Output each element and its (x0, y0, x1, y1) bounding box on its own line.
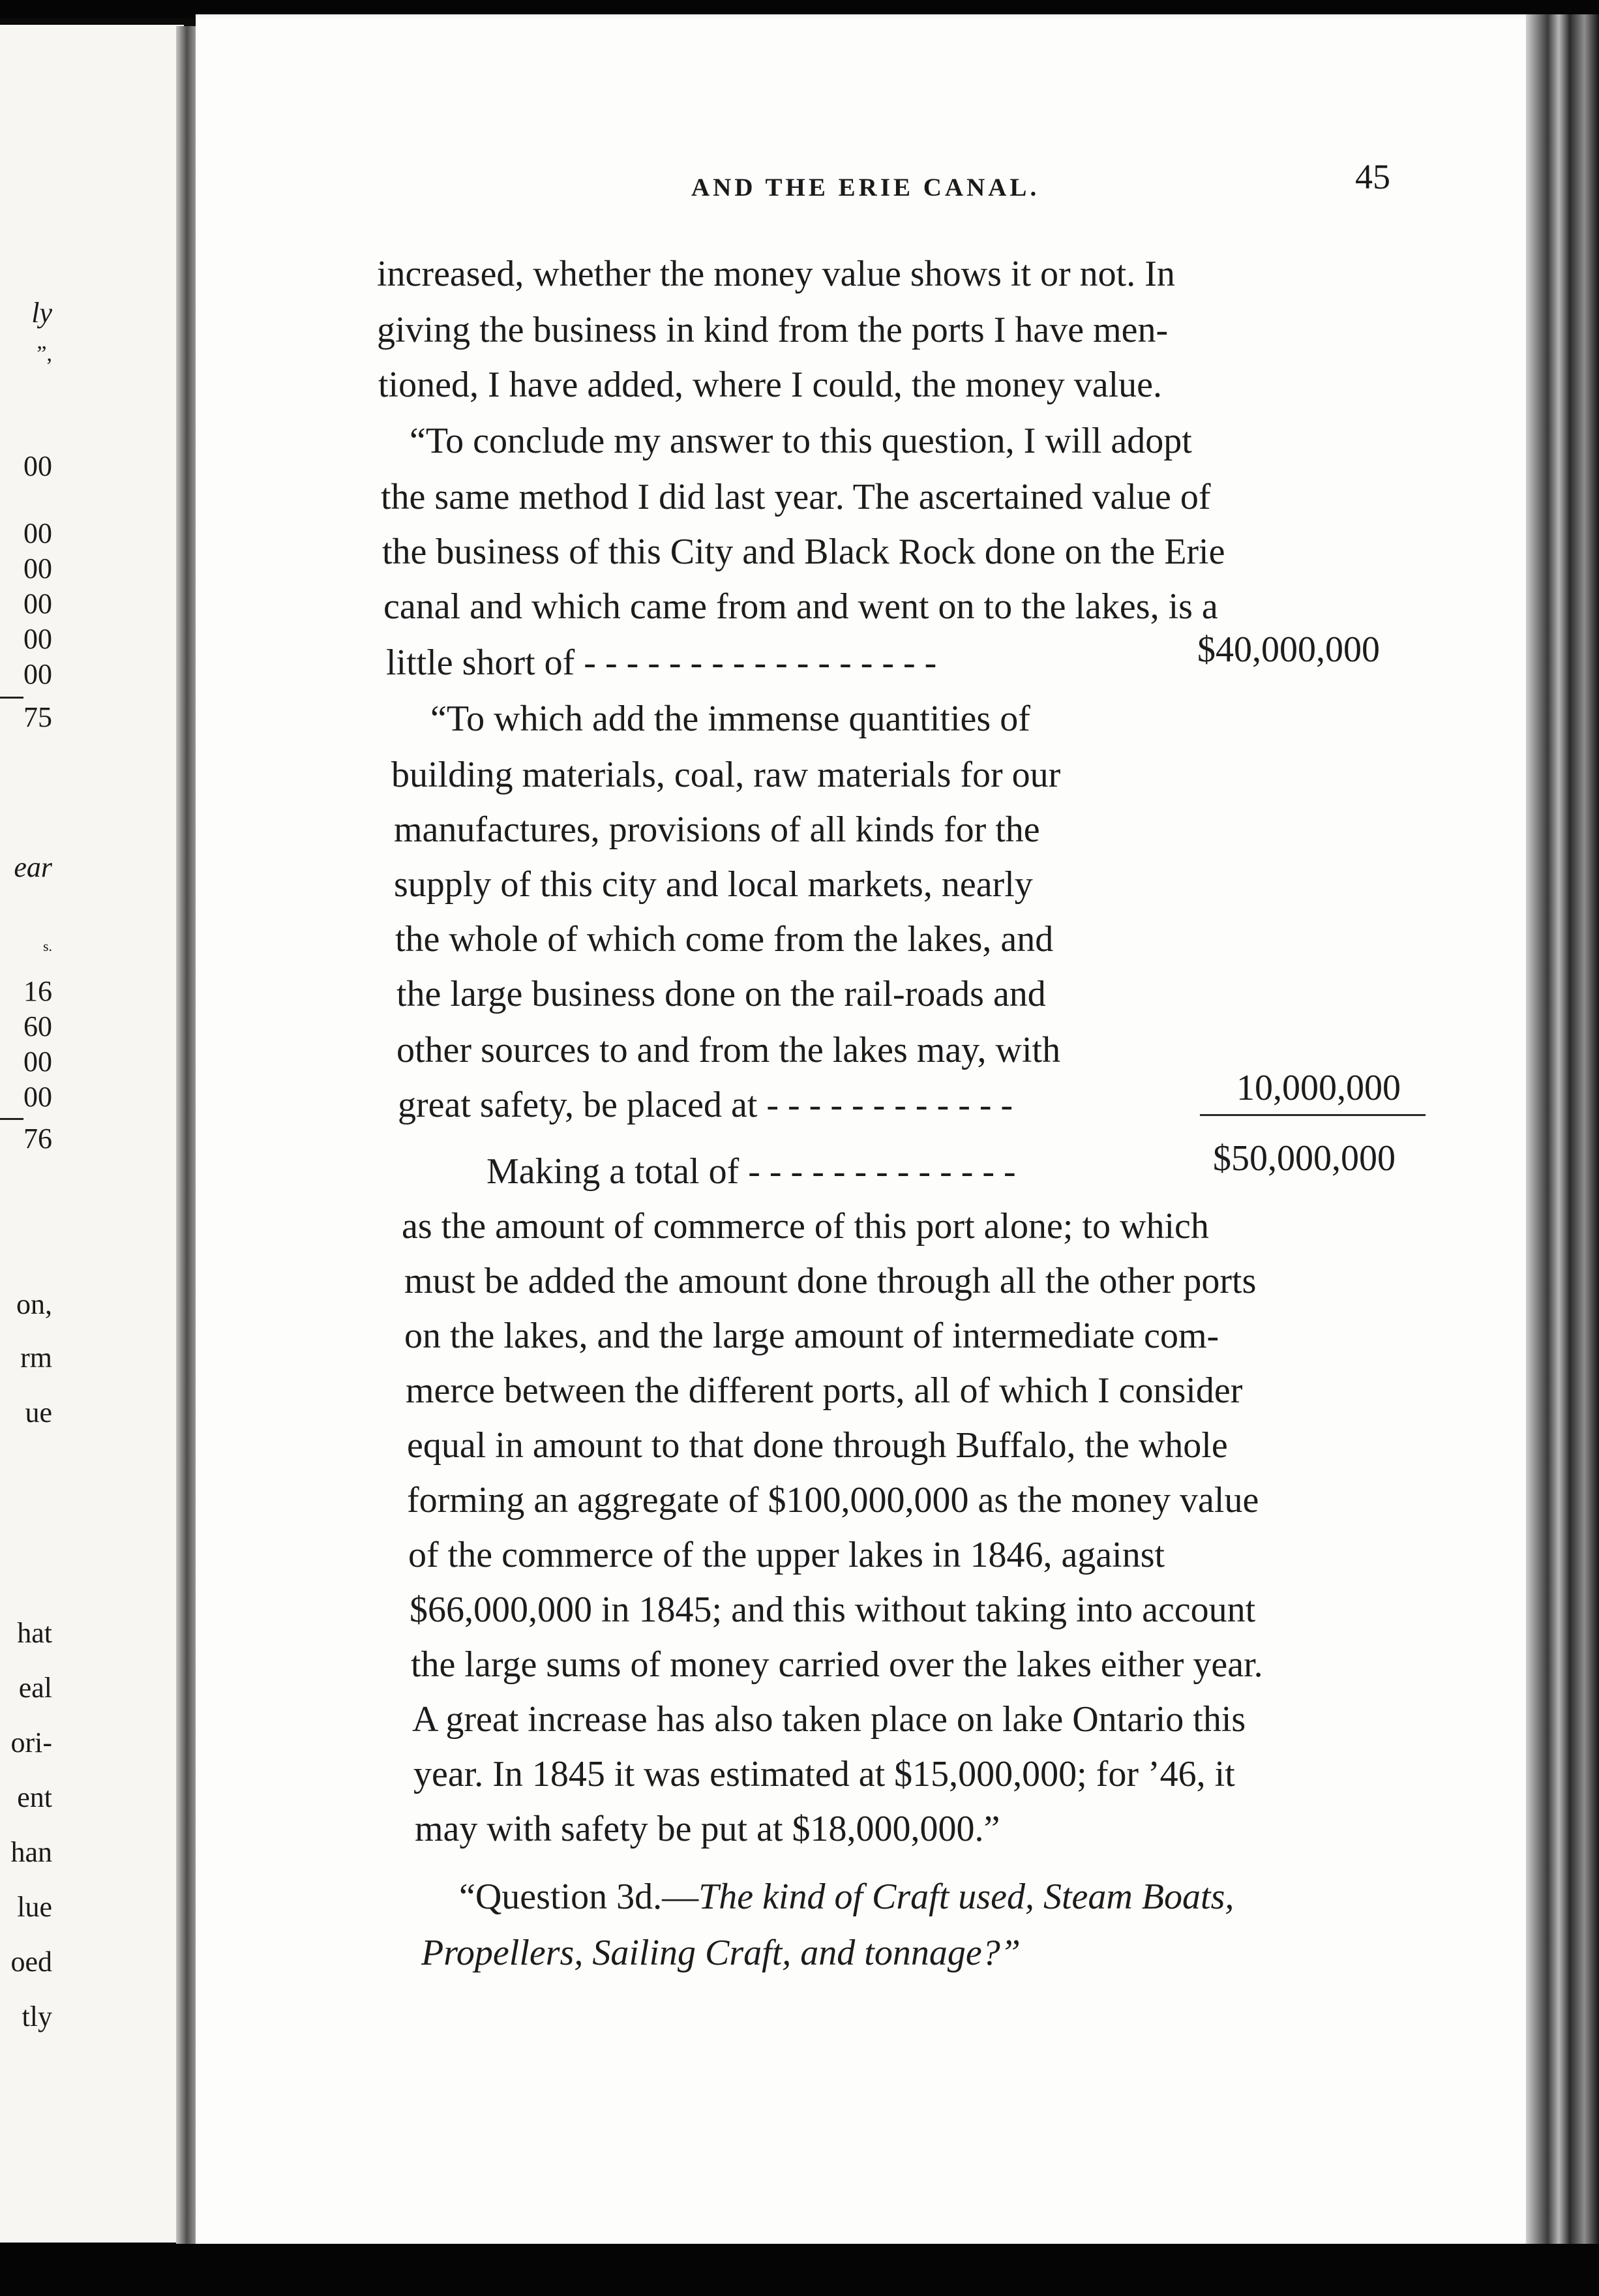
body-text-line: “To conclude my answer to this question, I will adopt (410, 421, 1192, 461)
left-page-fragment: tly (22, 2001, 52, 2032)
left-page-fragment: s. (42, 938, 52, 954)
body-text-line: of the commerce of the upper lakes in 1846, against (408, 1535, 1165, 1575)
body-text-line: the same method I did last year. The ascertained value of (381, 477, 1211, 517)
left-page-fragment: 00 (23, 450, 52, 482)
left-page-fragment: hat (17, 1617, 52, 1649)
body-text-line: increased, whether the money value shows it or not. In (377, 254, 1175, 294)
left-facing-page (0, 25, 184, 2243)
left-page-rule (0, 1118, 23, 1120)
left-page-fragment: 60 (23, 1010, 52, 1042)
body-text-line: tioned, I have added, where I could, the money value. (378, 365, 1163, 405)
left-page-fragment: 00 (23, 552, 52, 584)
body-text-line: giving the business in kind from the ports I have men- (377, 310, 1169, 350)
left-page-fragment: 00 (23, 588, 52, 620)
sum-rule (1200, 1114, 1426, 1116)
left-page-fragment: lue (17, 1891, 52, 1923)
running-head: AND THE ERIE CANAL. (691, 174, 1040, 202)
body-text-line: the large business done on the rail-roads and (396, 974, 1046, 1014)
question-text-line: The kind of Craft used, Steam Boats, (698, 1877, 1234, 1917)
left-page-fragment: 76 (23, 1123, 52, 1155)
body-text-line: on the lakes, and the large amount of intermediate com- (404, 1316, 1219, 1356)
left-page-fragment: 00 (23, 1081, 52, 1113)
book-gutter (176, 26, 196, 2244)
body-text-line: great safety, be placed at - - - - - - - - - - - - (398, 1085, 1013, 1125)
body-text-line: the business of this City and Black Rock done on the Erie (382, 532, 1225, 572)
body-text-line: $66,000,000 in 1845; and this without taking into account (410, 1590, 1256, 1630)
left-page-fragment: 00 (23, 1046, 52, 1078)
question-heading (459, 1879, 1234, 1915)
amount-other-business: 10,000,000 (1236, 1068, 1401, 1108)
left-page-fragment: ”, (37, 342, 52, 366)
question-text-line: Propellers, Sailing Craft, and tonnage?” (421, 1933, 1021, 1973)
body-text-line: merce between the different ports, all of which I consider (406, 1370, 1243, 1411)
body-text-line: forming an aggregate of $100,000,000 as the money value (407, 1480, 1259, 1520)
page-edge-shadow (1526, 14, 1599, 2245)
left-page-fragment: eal (18, 1672, 52, 1704)
body-text-line: may with safety be put at $18,000,000.” (415, 1809, 1000, 1849)
body-text-line: equal in amount to that done through Buffalo, the whole (407, 1425, 1228, 1466)
left-page-fragment: 00 (23, 517, 52, 549)
left-page-fragment: ori- (10, 1727, 52, 1759)
body-text-line: canal and which came from and went on to the lakes, is a (383, 586, 1218, 627)
amount-business-value: $40,000,000 (1197, 629, 1380, 670)
left-page-fragment: rm (20, 1342, 52, 1374)
total-line: Making a total of - - - - - - - - - - - - - (486, 1151, 1016, 1192)
body-text-line: little short of - - - - - - - - - - - - - - - - - (386, 642, 937, 683)
body-text-line: “To which add the immense quantities of (430, 699, 1030, 739)
body-text-line: year. In 1845 it was estimated at $15,000,000; for ’46, it (413, 1754, 1235, 1794)
body-text-line: the large sums of money carried over the lakes either year. (411, 1644, 1263, 1685)
left-page-fragment: han (10, 1836, 52, 1868)
left-page-fragment: ue (25, 1397, 52, 1428)
left-page-rule (0, 697, 23, 699)
amount-total: $50,000,000 (1213, 1138, 1396, 1179)
page-number: 45 (1355, 157, 1390, 196)
left-page-fragment: ent (17, 1781, 52, 1813)
left-page-fragment: 75 (23, 701, 52, 733)
left-page-fragment: ear (14, 851, 52, 883)
left-page-fragment: 00 (23, 623, 52, 655)
left-page-fragment: oed (10, 1946, 52, 1978)
body-text-line: other sources to and from the lakes may, with (396, 1030, 1061, 1070)
body-text-line: supply of this city and local markets, nearly (394, 864, 1033, 905)
body-text-line: the whole of which come from the lakes, and (395, 919, 1054, 959)
body-text-line: A great increase has also taken place on lake Ontario this (412, 1699, 1246, 1740)
body-text-line: manufactures, provisions of all kinds for the (394, 809, 1040, 850)
body-text-line: must be added the amount done through all the other ports (404, 1261, 1257, 1301)
left-page-fragment: on, (16, 1288, 52, 1320)
left-page-fragment: 00 (23, 658, 52, 690)
question-prefix: “Question 3d.— (459, 1877, 699, 1917)
body-text-line: as the amount of commerce of this port alone; to which (402, 1206, 1209, 1246)
left-page-fragment: 16 (23, 975, 52, 1007)
scan-bottom-border (0, 2244, 1599, 2296)
body-text-line: building materials, coal, raw materials for our (391, 755, 1061, 795)
left-page-fragment: ly (31, 297, 52, 329)
